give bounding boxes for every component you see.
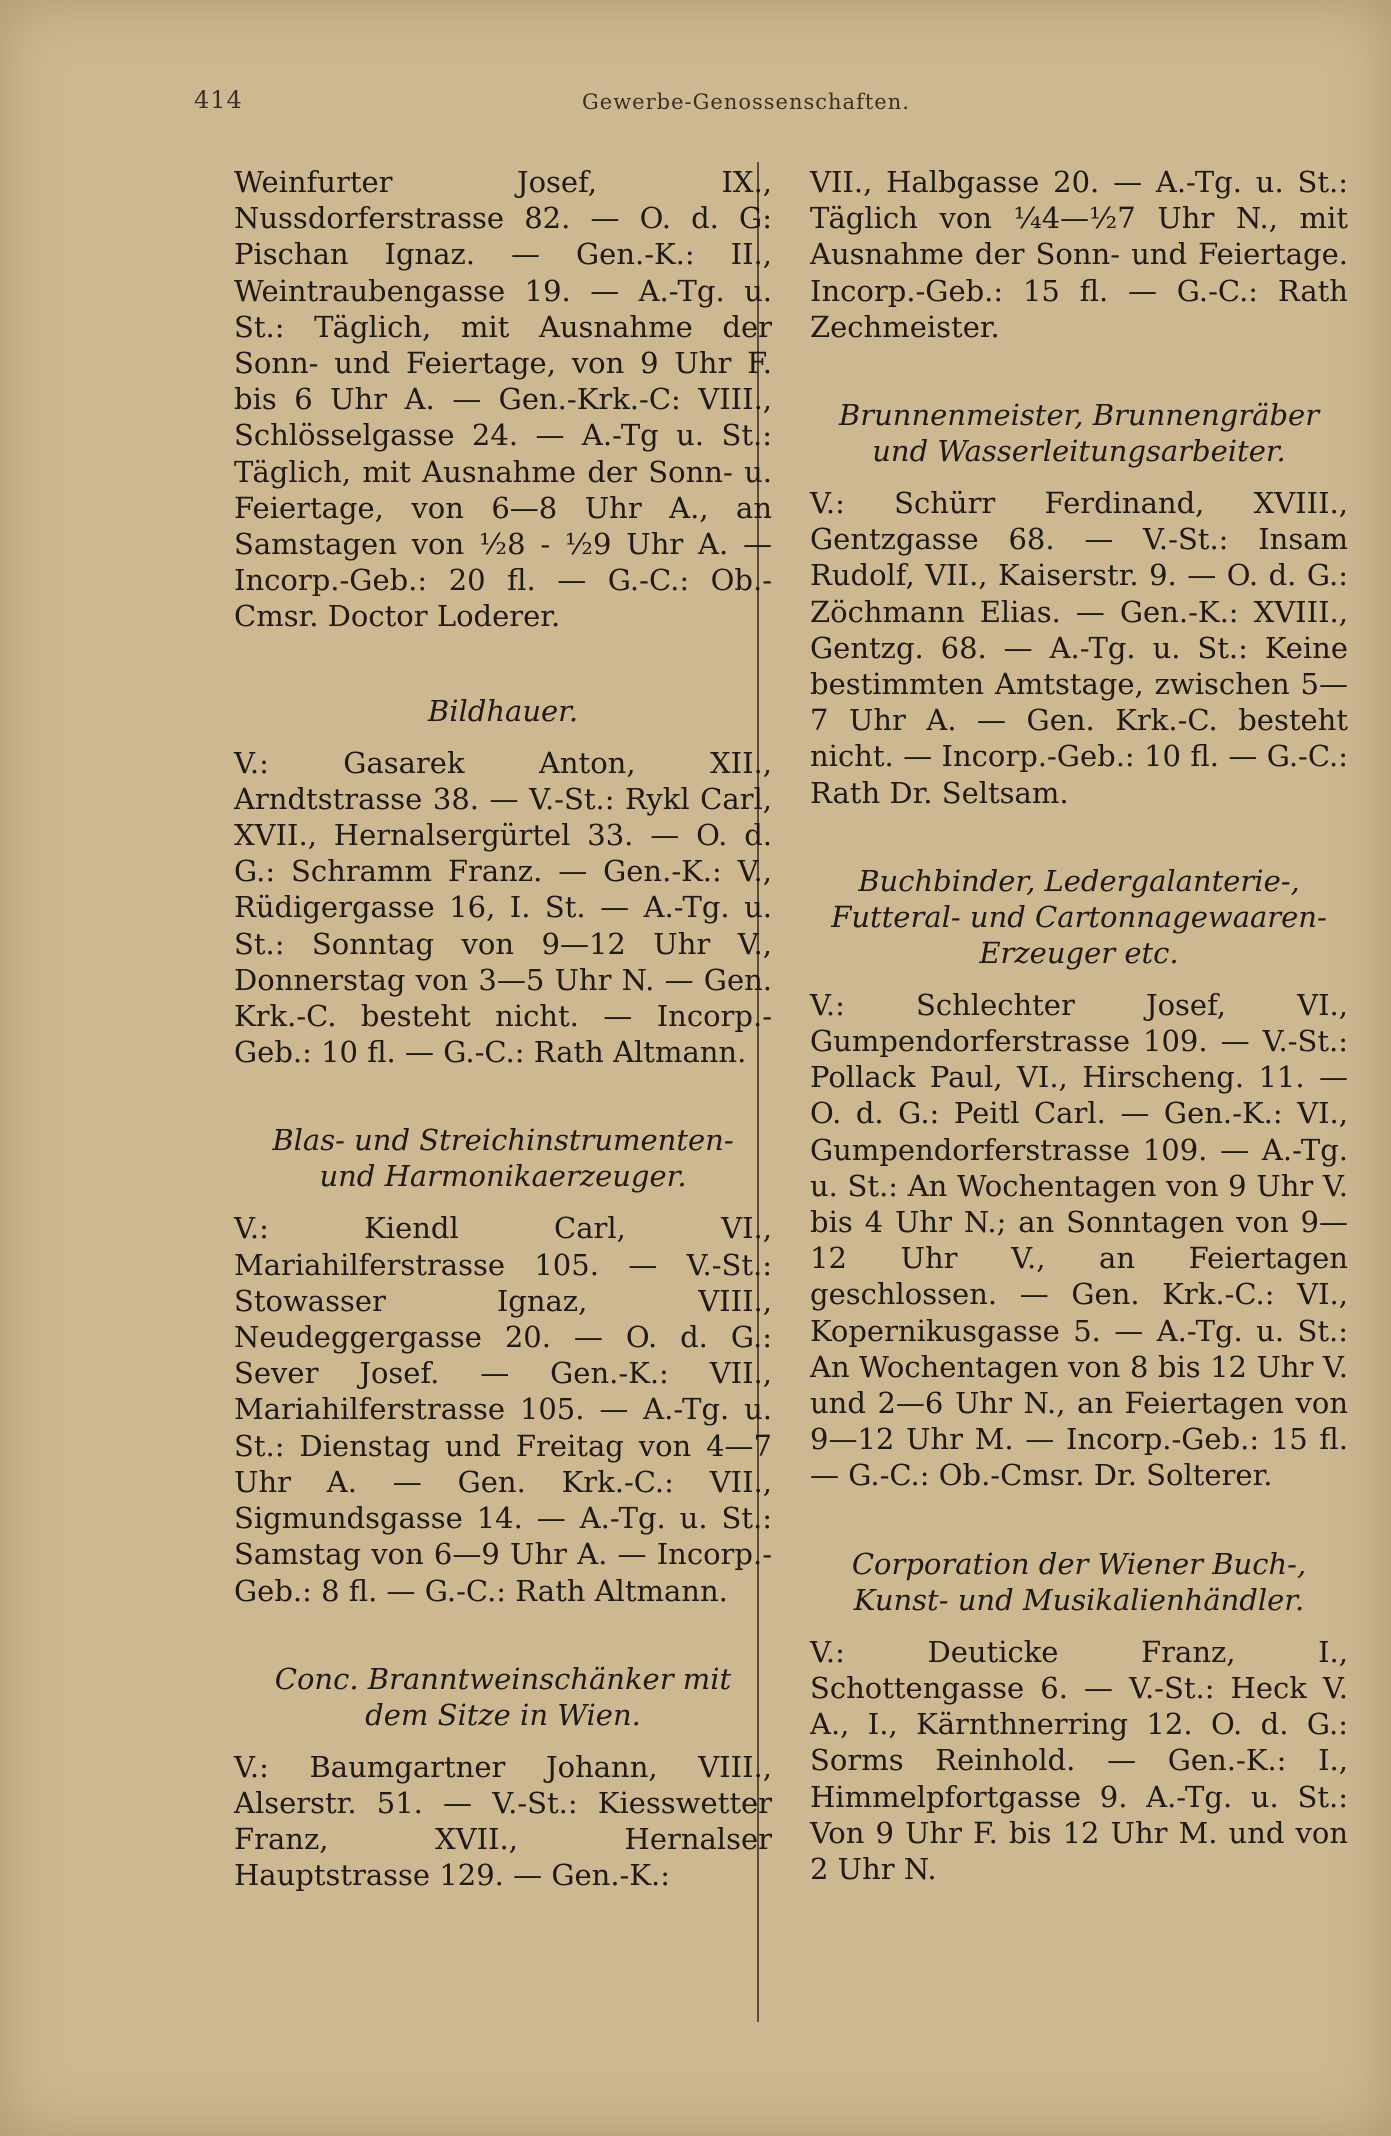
entry-gasarek: V.: Gasarek Anton, XII., Arndtstrasse 38. — V.-St.: Rykl Carl, XVII., Hernalsergürtel 33. — O. d. G.: Schramm Franz. — Gen.-K.: V., Rüdigergasse 16, I. St. — A.-Tg. u. St.: Sonntag von 9—12 Uhr V., Donnerstag von 3—5 Uhr N. — Gen. Krk.-C. besteht nicht. — Incorp.-Geb.: 10 fl. — G.-C.: Rath Altmann.: [234, 745, 772, 1070]
page-number: 414: [194, 86, 243, 114]
heading-brunnenmeister: Brunnenmeister, Brunnengräber und Wasserleitungsarbeiter.: [838, 398, 1320, 469]
entry-halbgasse-continued: VII., Halbgasse 20. — A.-Tg. u. St.: Täglich von ¼4—½7 Uhr N., mit Ausnahme der Sonn- und Feiertage. Incorp.-Geb.: 15 fl. — G.-C.: Rath Zechmeister.: [810, 165, 1348, 344]
right-column: [810, 164, 1348, 1887]
heading-buchbinder: Buchbinder, Ledergalanterie-, Futteral- und Cartonnagewaaren-Erzeuger etc.: [831, 863, 1327, 970]
heading-corporation-buchhaendler: Corporation der Wiener Buch-, Kunst- und Musikalienhändler.: [851, 1546, 1307, 1617]
left-column: [234, 164, 772, 1894]
entry-schuerr: V.: Schürr Ferdinand, XVIII., Gentzgasse 68. — V.-St.: Insam Rudolf, VII., Kaiserstr. 9. — O. d. G.: Zöchmann Elias. — Gen.-K.: XVIII., Gentzg. 68. — A.-Tg. u. St.: Keine bestimmten Amtstage, zwischen 5—7 Uhr A. — Gen. Krk.-C. besteht nicht. — Incorp.-Geb.: 10 fl. — G.-C.: Rath Dr. Seltsam.: [810, 486, 1348, 810]
heading-branntweinschaenker: Conc. Branntweinschänker mit dem Sitze in Wien.: [274, 1661, 732, 1732]
entry-deuticke: V.: Deuticke Franz, I., Schottengasse 6. — V.-St.: Heck V. A., I., Kärnthnerring 12. O. d. G.: Sorms Reinhold. — Gen.-K.: I., Himmelpfortgasse 9. A.-Tg. u. St.: Von 9 Uhr F. bis 12 Uhr M. und von 2 Uhr N.: [810, 1634, 1348, 1886]
heading-bildhauer: Bildhauer.: [427, 693, 579, 728]
running-title: Gewerbe-Genossenschaften.: [582, 90, 910, 114]
entry-schlechter: V.: Schlechter Josef, VI., Gumpendorferstrasse 109. — V.-St.: Pollack Paul, VI., Hirscheng. 11. — O. d. G.: Peitl Carl. — Gen.-K.: VI., Gumpendorferstrasse 109. — A.-Tg. u. St.: An Wochentagen von 9 Uhr V. bis 4 Uhr N.; an Sonntagen von 9—12 Uhr V., an Feiertagen geschlossen. — Gen. Krk.-C.: VI., Kopernikusgasse 5. — A.-Tg. u. St.: An Wochentagen von 8 bis 12 Uhr V. und 2—6 Uhr N., an Feiertagen von 9—12 Uhr M. — Incorp.-Geb.: 15 fl. — G.-C.: Ob.-Cmsr. Dr. Solterer.: [810, 987, 1348, 1493]
entry-baumgartner: V.: Baumgartner Johann, VIII., Alserstr. 51. — V.-St.: Kiesswetter Franz, XVII., Hernalser Hauptstrasse 129. — Gen.-K.:: [234, 1749, 772, 1893]
entry-kiendl: V.: Kiendl Carl, VI., Mariahilferstrasse 105. — V.-St.: Stowasser Ignaz, VIII., Neudeggergasse 20. — O. d. G.: Sever Josef. — Gen.-K.: VII., Mariahilferstrasse 105. — A.-Tg. u. St.: Dienstag und Freitag von 4—7 Uhr A. — Gen. Krk.-C.: VII., Sigmundsgasse 14. — A.-Tg. u. St.: Samstag von 6—9 Uhr A. — Incorp.-Geb.: 8 fl. — G.-C.: Rath Altmann.: [234, 1211, 772, 1608]
heading-blasinstrumente: Blas- und Streichinstrumenten- und Harmonikaerzeuger.: [272, 1123, 734, 1194]
running-head: [190, 86, 1340, 126]
entry-weinfurter: Weinfurter Josef, IX., Nussdorferstrasse 82. — O. d. G: Pischan Ignaz. — Gen.-K.: II., Weintraubengasse 19. — A.-Tg. u. St.: Täglich, mit Ausnahme der Sonn- und Feiertage, von 9 Uhr F. bis 6 Uhr A. — Gen.-Krk.-C: VIII., Schlösselgasse 24. — A.-Tg u. St.: Täglich, mit Ausnahme der Sonn- u. Feiertage, von 6—8 Uhr A., an Samstagen von ½8 - ½9 Uhr A. — Incorp.-Geb.: 20 fl. — G.-C.: Ob.-Cmsr. Doctor Loderer.: [234, 165, 772, 634]
